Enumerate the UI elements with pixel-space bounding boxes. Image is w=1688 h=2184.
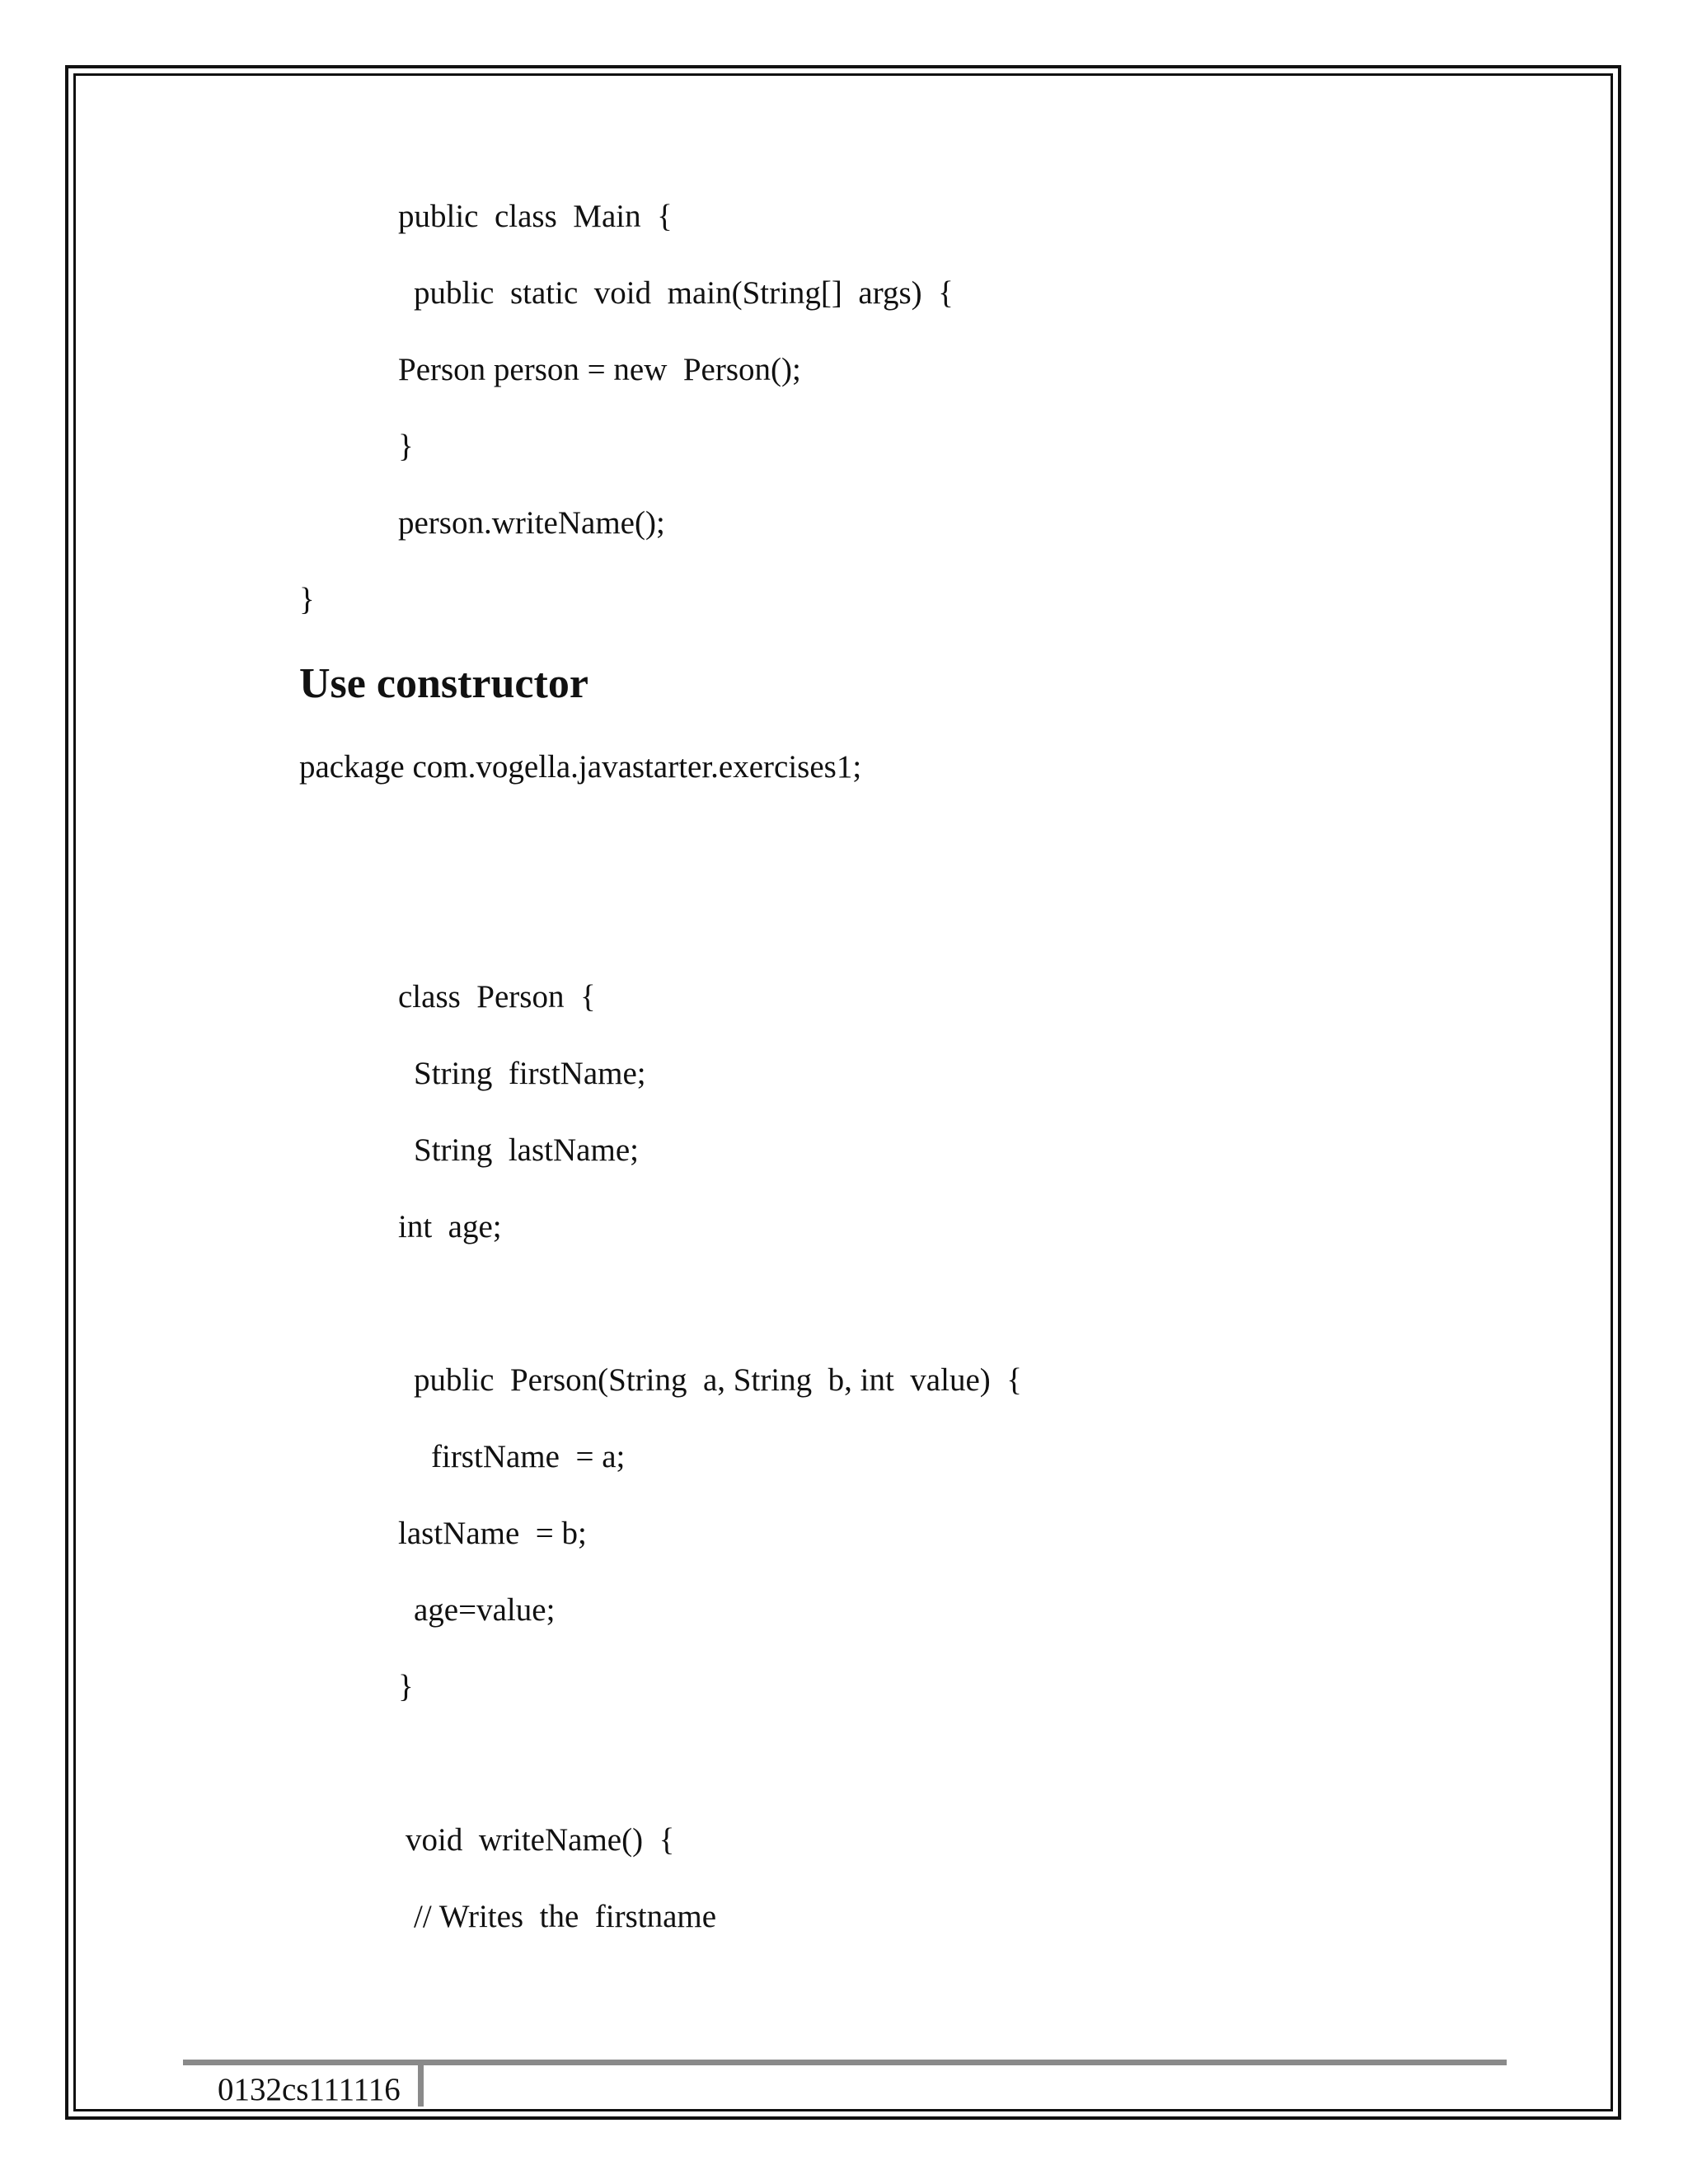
page-border-inner — [73, 73, 1613, 2111]
code-line: firstName = a; — [431, 1439, 626, 1474]
code-line: lastName = b; — [398, 1516, 587, 1551]
code-line: String firstName; — [414, 1056, 646, 1091]
code-line: Person person = new Person(); — [398, 352, 801, 387]
code-line: } — [299, 582, 315, 617]
code-line: int age; — [398, 1209, 502, 1244]
code-line: String lastName; — [414, 1132, 639, 1168]
code-line: class Person { — [398, 979, 596, 1015]
code-line: person.writeName(); — [398, 505, 665, 541]
footer-marker — [418, 2065, 424, 2107]
footer-id: 0132cs111116 — [218, 2072, 401, 2107]
code-line: age=value; — [414, 1592, 556, 1628]
code-line: } — [398, 1669, 414, 1704]
code-line: // Writes the firstname — [414, 1899, 717, 1934]
code-line: public Person(String a, String b, int value) { — [414, 1362, 1022, 1398]
section-heading: Use constructor — [299, 660, 588, 707]
code-line: public static void main(String[] args) { — [414, 275, 954, 311]
code-line: } — [398, 429, 414, 464]
code-line: public class Main { — [398, 199, 673, 234]
code-line: void writeName() { — [406, 1822, 675, 1858]
package-line: package com.vogella.javastarter.exercises1; — [299, 749, 862, 785]
footer-rule — [183, 2060, 1507, 2065]
